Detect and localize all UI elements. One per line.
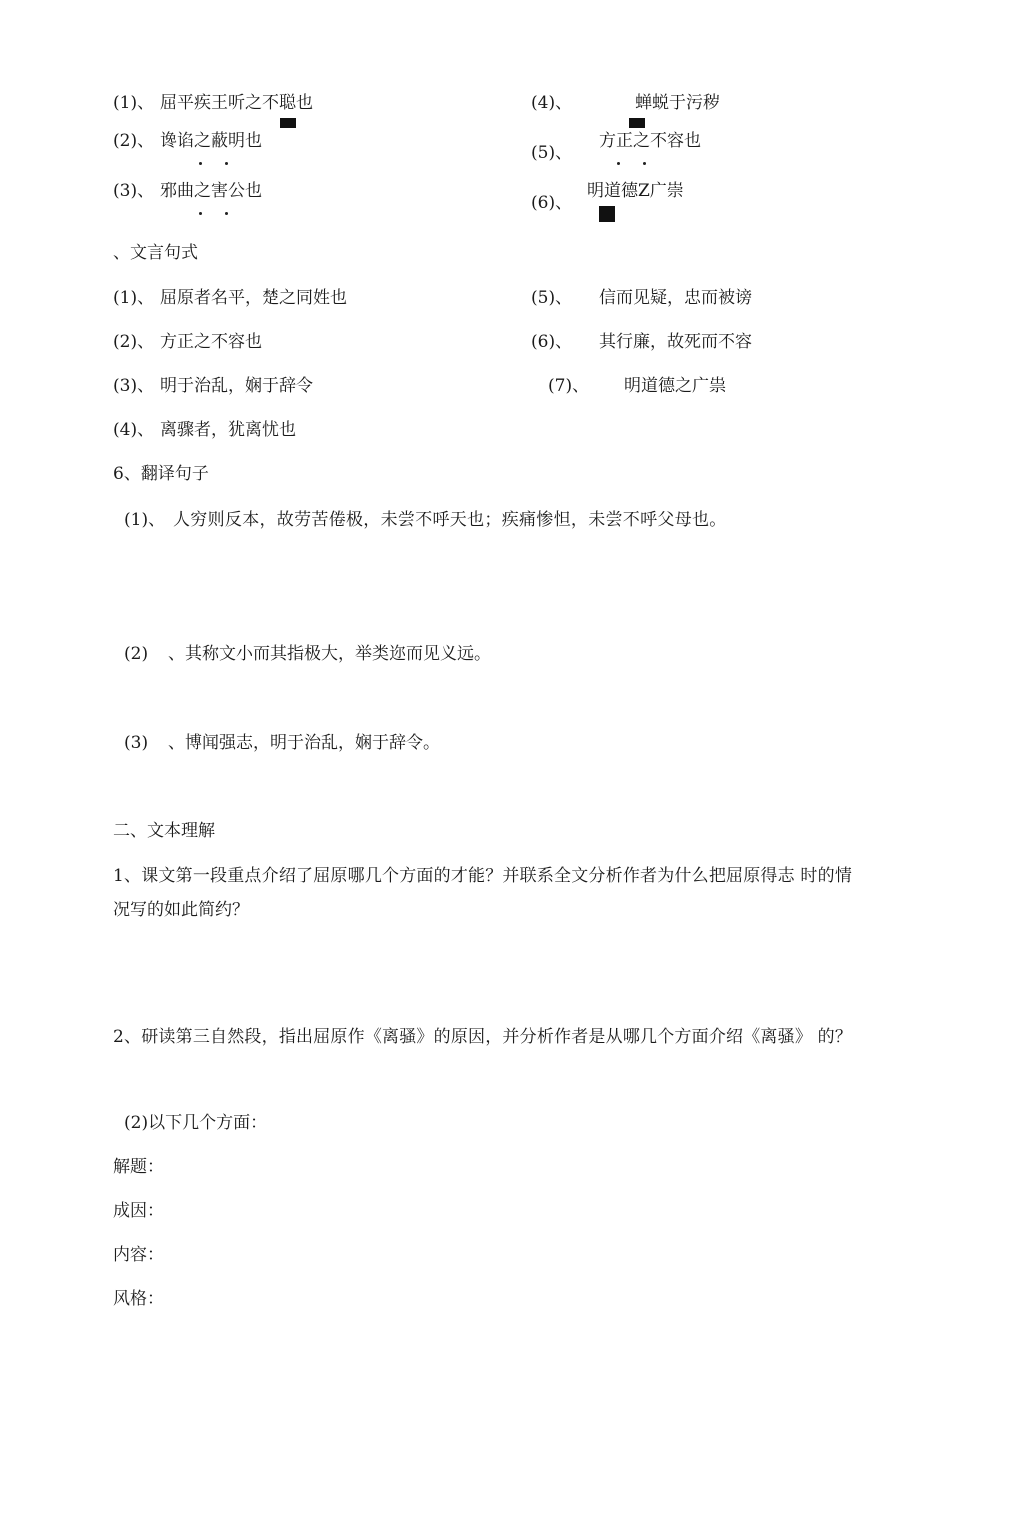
syntax-num-4: (4)、: [113, 420, 155, 440]
emphasis-dot: [199, 162, 202, 165]
vocab-text-1: 屈平疾王听之不聪也: [160, 93, 313, 113]
translate-text-1: 人穷则反本，故劳苦倦极，未尝不呼天也；疾痛惨怛，未尝不呼父母也。: [173, 510, 727, 530]
vocab-num-2: (2)、: [113, 131, 155, 151]
syntax-text-7: 明道德之广祟: [624, 376, 726, 396]
vocab-text-2: 谗谄之蔽明也: [160, 131, 262, 151]
question-1-line-1: 1、课文第一段重点介绍了屈原哪几个方面的才能？并联系全文分析作者为什么把屈原得志 时的情: [113, 866, 853, 886]
section-heading-translate: 6、翻译句子: [113, 464, 209, 484]
syntax-num-1: (1)、: [113, 288, 155, 308]
syntax-text-6: 其行廉，故死而不容: [599, 332, 752, 352]
vocab-num-4: (4)、: [531, 93, 573, 113]
syntax-num-5: (5)、: [531, 288, 573, 308]
vocab-num-5: (5)、: [531, 143, 573, 163]
syntax-num-7: (7)、: [548, 376, 590, 396]
vocab-num-3: (3)、: [113, 181, 155, 201]
syntax-text-2: 方正之不容也: [160, 332, 262, 352]
emphasis-dot: [617, 162, 620, 165]
section-heading-syntax: 、文言句式: [113, 243, 198, 263]
syntax-text-5: 信而见疑，忠而被谤: [599, 288, 752, 308]
field-label-content: 内容：: [113, 1245, 164, 1265]
translate-text-2: 、其称文小而其指极大，举类迩而见义远。: [168, 644, 491, 664]
emphasis-dot: [199, 212, 202, 215]
question-2: 2、研读第三自然段，指出屈原作《离骚》的原因，并分析作者是从哪几个方面介绍《离骚》 的？: [113, 1027, 853, 1047]
syntax-num-3: (3)、: [113, 376, 155, 396]
vocab-text-5: 方正之不容也: [599, 131, 701, 151]
vocab-text-4: 蝉蜕于污秽: [635, 93, 720, 113]
field-label-cause: 成因：: [113, 1201, 164, 1221]
vocab-text-3: 邪曲之害公也: [160, 181, 262, 201]
emphasis-mark: [280, 118, 296, 128]
emphasis-dot: [225, 162, 228, 165]
emphasis-mark: [599, 206, 615, 222]
translate-text-3: 、博闻强志，明于治乱，娴于辞令。: [168, 733, 440, 753]
field-label-title: 解题：: [113, 1157, 164, 1177]
syntax-text-3: 明于治乱，娴于辞令: [160, 376, 313, 396]
syntax-text-4: 离骤者，犹离忧也: [160, 420, 296, 440]
vocab-num-1: (1)、: [113, 93, 155, 113]
emphasis-dot: [225, 212, 228, 215]
question-1-line-2: 况写的如此简约？: [113, 900, 249, 920]
translate-num-2: (2): [124, 644, 149, 664]
emphasis-mark: [629, 118, 645, 128]
emphasis-dot: [643, 162, 646, 165]
syntax-num-6: (6)、: [531, 332, 573, 352]
translate-num-3: (3): [124, 733, 149, 753]
vocab-text-6: 明道德Z广崇: [587, 181, 684, 201]
translate-num-1: (1)、: [124, 510, 166, 530]
sub-heading-aspects: (2)以下几个方面：: [124, 1113, 268, 1133]
section-heading-understanding: 二、文本理解: [113, 821, 215, 841]
field-label-style: 风格：: [113, 1289, 164, 1309]
vocab-num-6: (6)、: [531, 193, 573, 213]
syntax-text-1: 屈原者名平，楚之同姓也: [160, 288, 347, 308]
syntax-num-2: (2)、: [113, 332, 155, 352]
